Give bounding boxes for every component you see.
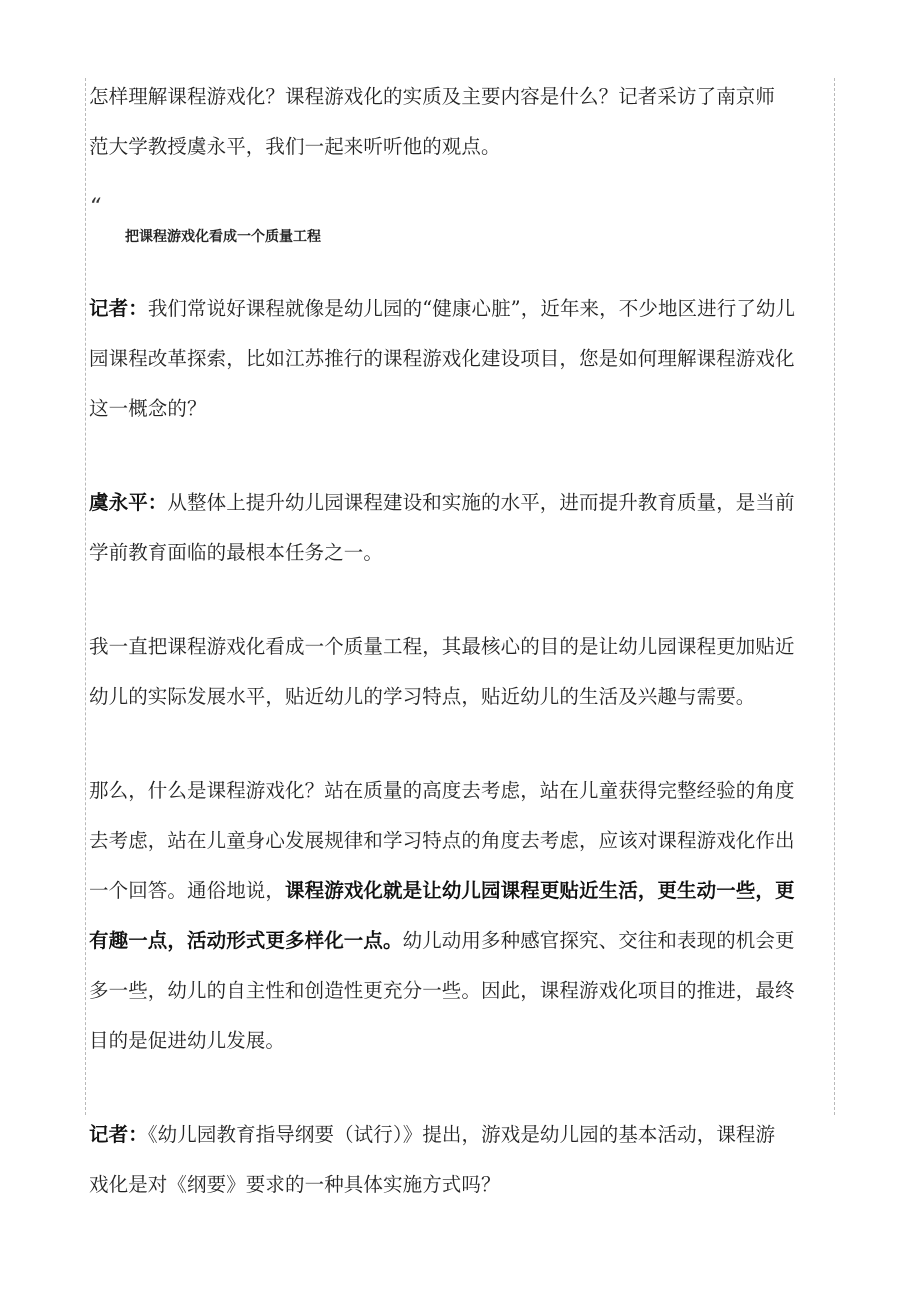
- paragraph-line: [89, 478, 841, 528]
- speaker-label: 记者：: [89, 1123, 148, 1146]
- left-margin-guide: [85, 78, 86, 1115]
- paragraph-line: 去考虑，站在儿童身心发展规律和学习特点的角度去考虑，应该对课程游戏化作出: [89, 829, 795, 852]
- paragraph-line: 园课程改革探索，比如江苏推行的课程游戏化建设项目，您是如何理解课程游戏化: [89, 347, 795, 370]
- paragraph-line: 幼儿的实际发展水平，贴近幼儿的学习特点，贴近幼儿的生活及兴趣与需要。: [89, 685, 756, 708]
- paragraph-line: 戏化是对《纲要》要求的一种具体实施方式吗？: [89, 1173, 501, 1196]
- paragraph-3: [89, 766, 841, 1066]
- paragraph-line: 那么，什么是课程游戏化？站在质量的高度去考虑，站在儿童获得完整经验的角度: [89, 779, 795, 802]
- question-paragraph-1: [89, 284, 841, 434]
- question-paragraph-2: [89, 1110, 841, 1210]
- paragraph-line: 多一些，幼儿的自主性和创造性更充分一些。因此，课程游戏化项目的推进，最终: [89, 979, 795, 1002]
- paragraph-line: 学前教育面临的最根本任务之一。: [89, 541, 384, 564]
- paragraph-text: 从整体上提升幼儿园课程建设和实施的水平，进而提升教育质量，是当前: [167, 491, 795, 514]
- intro-line: 怎样理解课程游戏化？课程游戏化的实质及主要内容是什么？记者采访了南京师: [89, 85, 776, 108]
- emphasis-text: 课程游戏化就是让幼儿园课程更贴近生活，更生动一些，更: [285, 879, 795, 902]
- paragraph-line: [89, 866, 841, 916]
- speaker-label: 虞永平：: [89, 491, 168, 514]
- paragraph-line: 目的是促进幼儿发展。: [89, 1029, 286, 1052]
- intro-line: 范大学教授虞永平，我们一起来听听他的观点。: [89, 135, 501, 158]
- quote-mark: “: [89, 195, 101, 220]
- section-heading: 把课程游戏化看成一个质量工程: [125, 229, 321, 245]
- paragraph-line: [89, 916, 841, 966]
- paragraph-line: [89, 284, 841, 334]
- document-page: [89, 72, 841, 1210]
- answer-paragraph-1: [89, 478, 841, 578]
- paragraph-text: 我们常说好课程就像是幼儿园的“健康心脏”，近年来，不少地区进行了幼儿: [147, 297, 796, 320]
- paragraph-line: [89, 1110, 841, 1160]
- intro-paragraph: [89, 72, 841, 172]
- paragraph-2: [89, 622, 841, 722]
- paragraph-line: 我一直把课程游戏化看成一个质量工程，其最核心的目的是让幼儿园课程更加贴近: [89, 635, 795, 658]
- paragraph-line: 这一概念的？: [89, 397, 207, 420]
- paragraph-text: 《幼儿园教育指导纲要（试行）》提出，游戏是幼儿园的基本活动，课程游: [147, 1123, 776, 1146]
- paragraph-text: 幼儿动用多种感官探究、交往和表现的机会更: [402, 929, 795, 952]
- emphasis-text: 有趣一点，活动形式更多样化一点。: [89, 929, 403, 952]
- paragraph-text: 一个回答。通俗地说，: [89, 879, 286, 902]
- speaker-label: 记者：: [89, 297, 148, 320]
